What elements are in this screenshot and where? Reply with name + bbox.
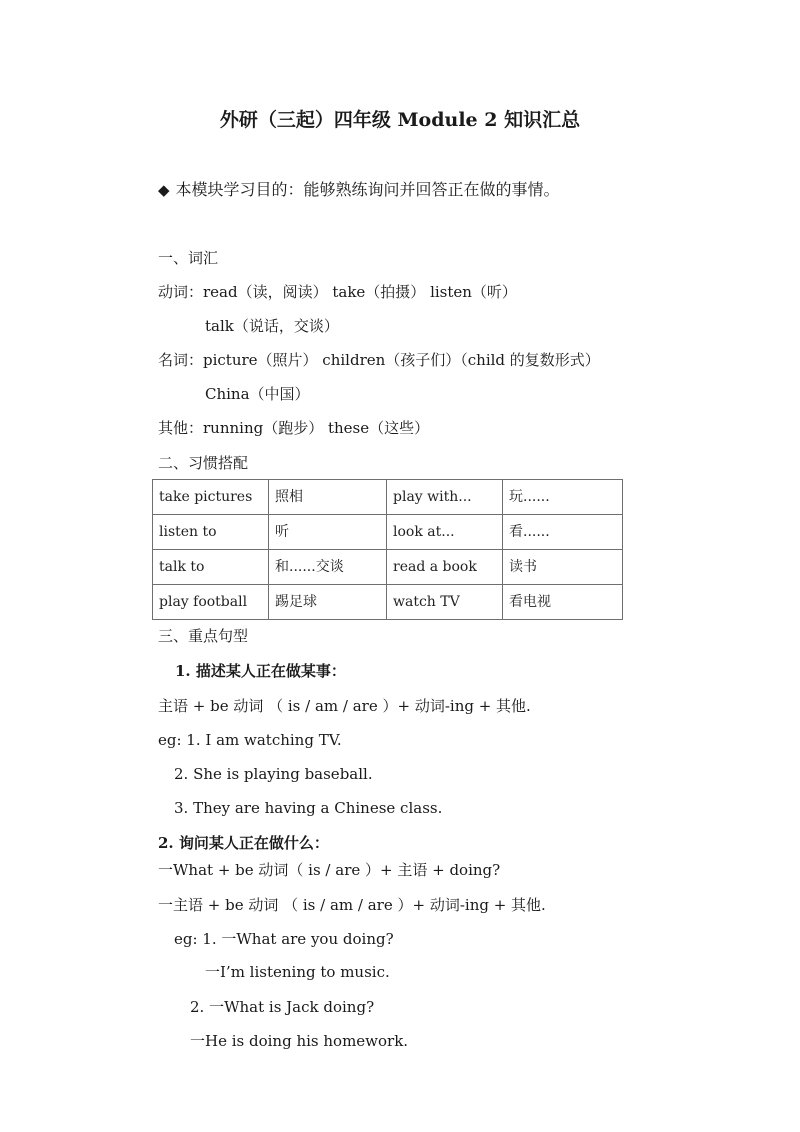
pattern2-example-1-answer: 一I’m listening to music.	[205, 963, 390, 981]
table-cell: play football	[153, 585, 269, 620]
table-cell: listen to	[153, 515, 269, 550]
pattern2-example-1-question: eg: 1. 一What are you doing?	[174, 930, 394, 948]
pattern1-formula: 主语 + be 动词 （ is / am / are ）+ 动词-ing + 其他.	[158, 697, 531, 715]
table-cell: 听	[269, 515, 387, 550]
learning-objective	[158, 180, 560, 200]
vocab-verbs-line1: 动词：read（读，阅读） take（拍摄） listen（听）	[158, 283, 517, 301]
pattern2-example-2-answer: 一He is doing his homework.	[190, 1032, 409, 1050]
sentences-heading: 三、重点句型	[158, 627, 249, 645]
table-cell: read a book	[387, 550, 503, 585]
pattern1-example-3: 3. They are having a Chinese class.	[174, 799, 443, 817]
table-cell: take pictures	[153, 480, 269, 515]
table-row	[153, 585, 623, 620]
pattern1-title: 1. 描述某人正在做某事：	[175, 662, 346, 680]
table-cell: 踢足球	[269, 585, 387, 620]
table-row	[153, 550, 623, 585]
vocab-nouns-line2: China（中国）	[205, 385, 310, 403]
collocations-heading: 二、习惯搭配	[158, 454, 249, 472]
table-cell: 读书	[503, 550, 623, 585]
table-cell: play with...	[387, 480, 503, 515]
table-row	[153, 515, 623, 550]
diamond-bullet-icon: ◆	[158, 181, 170, 199]
table-cell: watch TV	[387, 585, 503, 620]
pattern2-question-formula: 一What + be 动词（ is / are ）+ 主语 + doing?	[158, 861, 501, 879]
table-cell: 玩......	[503, 480, 623, 515]
pattern2-example-2-question: 2. 一What is Jack doing?	[190, 998, 375, 1016]
table-cell: 照相	[269, 480, 387, 515]
table-cell: 看......	[503, 515, 623, 550]
table-cell: 看电视	[503, 585, 623, 620]
pattern2-title: 2. 询问某人正在做什么：	[158, 834, 329, 852]
document-title: 外研（三起）四年级 Module 2 知识汇总	[219, 109, 581, 131]
pattern1-example-2: 2. She is playing baseball.	[174, 765, 373, 783]
vocab-heading: 一、词汇	[158, 249, 219, 267]
table-cell: look at...	[387, 515, 503, 550]
table-cell: talk to	[153, 550, 269, 585]
table-cell: 和......交谈	[269, 550, 387, 585]
pattern1-example-1: eg: 1. I am watching TV.	[158, 731, 342, 749]
vocab-other: 其他：running（跑步） these（这些）	[158, 419, 430, 437]
pattern2-answer-formula: 一主语 + be 动词 （ is / am / are ）+ 动词-ing + 其他.	[158, 896, 546, 914]
vocab-nouns-line1: 名词：picture（照片） children（孩子们）（child 的复数形式）	[158, 351, 600, 369]
collocations-table	[152, 479, 623, 620]
vocab-verbs-line2: talk（说话，交谈）	[205, 317, 339, 335]
objective-text: 本模块学习目的：能够熟练询问并回答正在做的事情。	[175, 180, 560, 199]
table-row	[153, 480, 623, 515]
